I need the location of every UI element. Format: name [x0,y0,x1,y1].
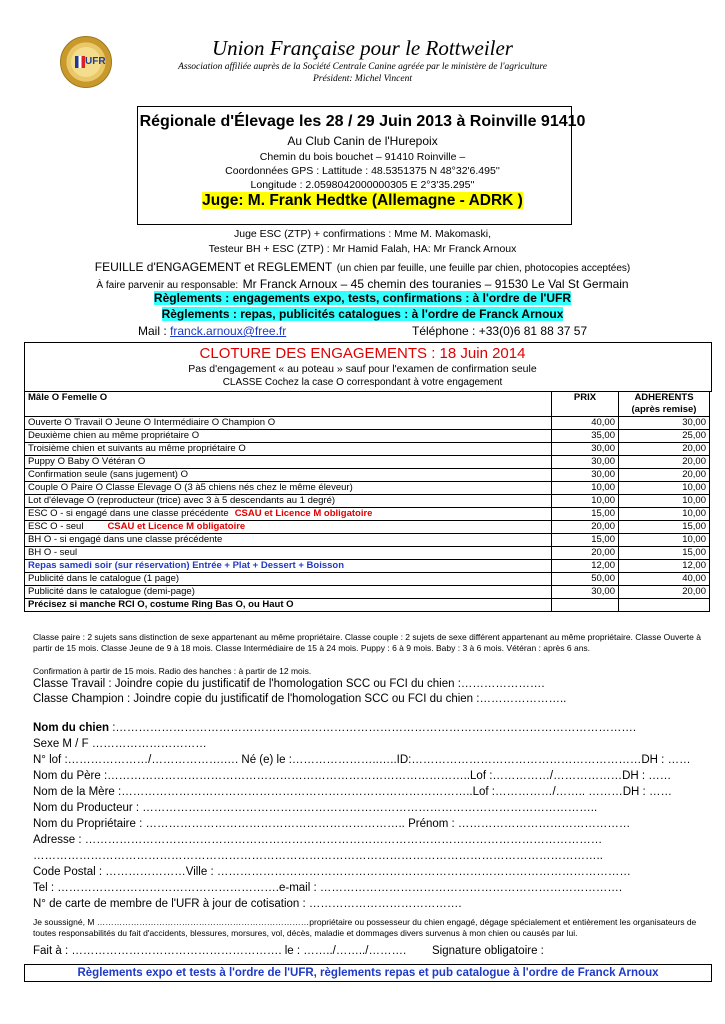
row-price: 30,00 [552,586,619,599]
row-label[interactable] [25,456,552,469]
row-label-text: Puppy O Baby O Vétéran O [28,456,146,467]
empty-cell [619,599,710,612]
event-gps: Coordonnées GPS : Lattitude : 48.5351375 N 48°32'6.495'' [225,165,500,177]
travail-note: Classe Travail : Joindre copie du justificatif de l'homologation SCC ou FCI du chien :…………………. [33,678,545,690]
table-header-row [25,392,710,405]
row-label[interactable] [25,495,552,508]
classe-instructions: CLASSE Cochez la case O correspondant à votre engagement [222,377,503,388]
row-price: 30,00 [552,443,619,456]
father-field[interactable]: Nom du Père :…………………………………………………………………………………..Lof :……………/………………DH : …… [33,770,672,782]
mail-label: Mail : [138,324,167,338]
table-row [25,482,710,495]
tel-email-field[interactable]: Tel : ………………………………………………….e-mail : ……………………………………………………………………. [33,882,623,894]
row-price: 20,00 [552,521,619,534]
row-label-text: Publicité dans le catalogue (1 page) [28,573,180,584]
classes-note: Classe paire : 2 sujets sans distinction de sexe appartenant au même propriétaire. Classe couple : 2 sujets de sexe différent appartenant au même propriétaire. Classe Ouverte à partir de 15 mois. Classe Jeune de 9 à 18 mois. Classe Intermédiaire de 15 à 24 mois. Puppy : 6 à 9 mois. Baby : 3 à 6 mois. Vétéran : après 6 ans. [33,632,701,653]
row-label[interactable] [25,417,552,430]
table-row [25,521,710,534]
page-title: Union Française pour le Rottweiler [212,36,513,60]
judge-esc: Juge ESC (ZTP) + confirmations : Mme M. Makomaski, [233,228,492,240]
row-label-text: Publicité dans le catalogue (demi-page) [28,586,195,597]
table-row [25,586,710,599]
row-label-text: BH O - seul [28,547,78,558]
row-member-price: 30,00 [619,417,710,430]
send-prefix: À faire parvenir au responsable: [96,280,239,291]
row-price: 50,00 [552,573,619,586]
president-line: Président: Michel Vincent [312,74,412,84]
mail-line [138,324,286,338]
event-title: Régionale d'Élevage les 28 / 29 Juin 2013 à Roinville 91410 [139,113,586,130]
row-label-text: Ouverte O Travail O Jeune O Intermédiaire O Champion O [28,417,276,428]
row-label-text: BH O - si engagé dans une classe précédente [28,534,223,545]
adherents-header: ADHERENTS [619,392,710,405]
empty-cell [552,599,619,612]
liability-declaration: Je soussigné, M …………………………………………………………………propriétaire ou possesseur du chien engagé, dégage spécialement et entièrement les organisateurs de toutes responsabilités du fait d'accidents, blessures, morsures, vol, décès, maladie et dommages divers survenus à mon chien ou causés par lui. [33,917,697,938]
table-row [25,456,710,469]
dog-name-field[interactable] [33,722,636,734]
row-member-price: 10,00 [619,534,710,547]
row-label-text: ESC O - seul [28,521,84,532]
row-member-price: 20,00 [619,586,710,599]
cloture-title: CLOTURE DES ENGAGEMENTS : 18 Juin 2014 [199,345,526,362]
table-row [25,534,710,547]
owner-field[interactable]: Nom du Propriétaire : ………………………………………………………….. Prénom : ……………………………………… [33,818,631,830]
postal-city-field[interactable]: Code Postal : …………………Ville : ……………………………………………………………………………………………… [33,866,631,878]
row-member-price: 20,00 [619,443,710,456]
row-requirement: CSAU et Licence M obligatoire [107,521,246,532]
table-row [25,508,710,521]
dog-name-label: Nom du chien [33,722,110,734]
row-price: 10,00 [552,495,619,508]
row-member-price: 12,00 [619,560,710,573]
row-label[interactable] [25,547,552,560]
address-field-2[interactable]: ………………………………………………………………………………………………………………………………….. [33,850,603,862]
event-club: Au Club Canin de l'Hurepoix [287,134,438,148]
row-label[interactable] [25,469,552,482]
sex-header: Mâle O Femelle O [25,392,552,417]
row-price: 15,00 [552,508,619,521]
reglement-arnoux [0,307,725,321]
row-member-price: 40,00 [619,573,710,586]
table-row [25,573,710,586]
row-price: 30,00 [552,456,619,469]
table-row [25,560,710,573]
row-label[interactable] [25,586,552,599]
row-requirement: CSAU et Licence M obligatoire [234,508,373,519]
row-member-price: 20,00 [619,456,710,469]
row-label[interactable] [25,521,552,534]
table-row [25,495,710,508]
row-label[interactable] [25,560,552,573]
row-member-price: 15,00 [619,521,710,534]
table-row [25,547,710,560]
member-card-field[interactable]: N° de carte de membre de l'UFR à jour de cotisation : …………………………………. [33,898,462,910]
mother-field[interactable]: Nom de la Mère :………………………………………………………………………………..Lof :……………/…….. ………DH : …… [33,786,672,798]
row-label-text: Deuxième chien au même propriétaire O [28,430,200,441]
row-member-price: 10,00 [619,495,710,508]
row-label[interactable] [25,482,552,495]
row-member-price: 15,00 [619,547,710,560]
row-label-text: ESC O - si engagé dans une classe précédente [28,508,229,519]
row-label[interactable] [25,573,552,586]
mail-link[interactable]: franck.arnoux@free.fr [170,324,287,338]
row-price: 30,00 [552,469,619,482]
judge-line [0,192,725,210]
champion-note: Classe Champion : Joindre copie du justificatif de l'homologation SCC ou FCI du chien :………………….. [33,693,567,705]
reglement-arnoux-text: Règlements : repas, publicités catalogues : à l'ordre de Franck Arnoux [161,307,564,321]
dog-name-dots: :………………………………………………………………………………………………………………………. [109,722,637,734]
sex-field[interactable]: Sexe M / F ………………………… [33,738,207,750]
row-label[interactable] [25,430,552,443]
row-label[interactable] [25,443,552,456]
judge-name: Juge: M. Frank Hedtke (Allemagne - ADRK ) [202,192,523,209]
logo-text: UFR [85,56,106,67]
place-date-field[interactable]: Fait à : ………………………………………………. le : ……../……../………. [33,945,407,957]
cloture-note: Pas d'engagement « au poteau » sauf pour l'examen de confirmation seule [188,363,537,375]
row-member-price: 10,00 [619,508,710,521]
price-table [24,391,710,612]
event-longitude: Longitude : 2.0598042000000305 E 2°3'35.295'' [250,179,475,191]
row-label-text: Troisième chien et suivants au même propriétaire O [28,443,246,454]
lof-field[interactable]: N° lof :…………………/……………….…. Né (e) le :…………………..…..ID:……………………………………………………DH : …… [33,754,691,766]
row-label-text: Repas samedi soir (sur réservation) Entrée + Plat + Dessert + Boisson [28,560,345,571]
table-row [25,430,710,443]
reglement-ufr-text: Règlements : engagements expo, tests, confirmations : à l'ordre de l'UFR [153,291,572,305]
row-price: 35,00 [552,430,619,443]
row-member-price: 10,00 [619,482,710,495]
footer-notice: Règlements expo et tests à l'ordre de l'UFR, règlements repas et pub catalogue à l'ordre de Franck Arnoux [24,964,712,982]
row-price: 15,00 [552,534,619,547]
confirmation-note: Confirmation à partir de 15 mois. Radio des hanches : à partir de 12 mois. [33,666,312,676]
breeder-field[interactable]: Nom du Producteur : ……………………………………………………………………………………………………….. [33,802,598,814]
feuille-line [0,258,725,276]
table-row [25,443,710,456]
feuille-note: (un chien par feuille, une feuille par chien, photocopies acceptées) [336,263,631,274]
row-label-text: Couple O Paire O Classe Elevage O (3 à5 chiens nés chez le même éleveur) [28,482,353,493]
row-label[interactable] [25,534,552,547]
row-price: 10,00 [552,482,619,495]
row-price: 20,00 [552,547,619,560]
prix-header: PRIX [552,392,619,417]
event-address: Chemin du bois bouchet – 91410 Roinville – [259,151,466,163]
signature-label: Signature obligatoire : [432,945,544,957]
precisez-row[interactable]: Précisez si manche RCI O, costume Ring Bas O, ou Haut O [25,599,552,612]
adherents-subheader: (après remise) [619,404,710,417]
row-price: 40,00 [552,417,619,430]
address-field[interactable]: Adresse : ……………………………………………………………………………………………………………………… [33,834,603,846]
table-row [25,417,710,430]
row-member-price: 20,00 [619,469,710,482]
association-subtitle: Association affiliée auprès de la Société Centrale Canine agréée par le ministère de l'agriculture [178,62,547,72]
send-address: Mr Franck Arnoux – 45 chemin des touranies – 91530 Le Val St Germain [242,277,629,291]
row-label-text: Confirmation seule (sans jugement) O [28,469,188,480]
table-row [25,469,710,482]
tester-line: Testeur BH + ESC (ZTP) : Mr Hamid Falah, HA: Mr Franck Arnoux [208,243,517,255]
feuille-title: FEUILLE d'ENGAGEMENT et REGLEMENT [94,260,333,274]
reglement-ufr [0,291,725,305]
row-price: 12,00 [552,560,619,573]
row-label-text: Lot d'élevage O (reproducteur (trice) avec 3 à 5 descendants au 1 degré) [28,495,336,506]
table-row-precisez [25,599,710,612]
row-member-price: 25,00 [619,430,710,443]
phone-line: Téléphone : +33(0)6 81 88 37 57 [412,324,588,338]
row-label[interactable] [25,508,552,521]
